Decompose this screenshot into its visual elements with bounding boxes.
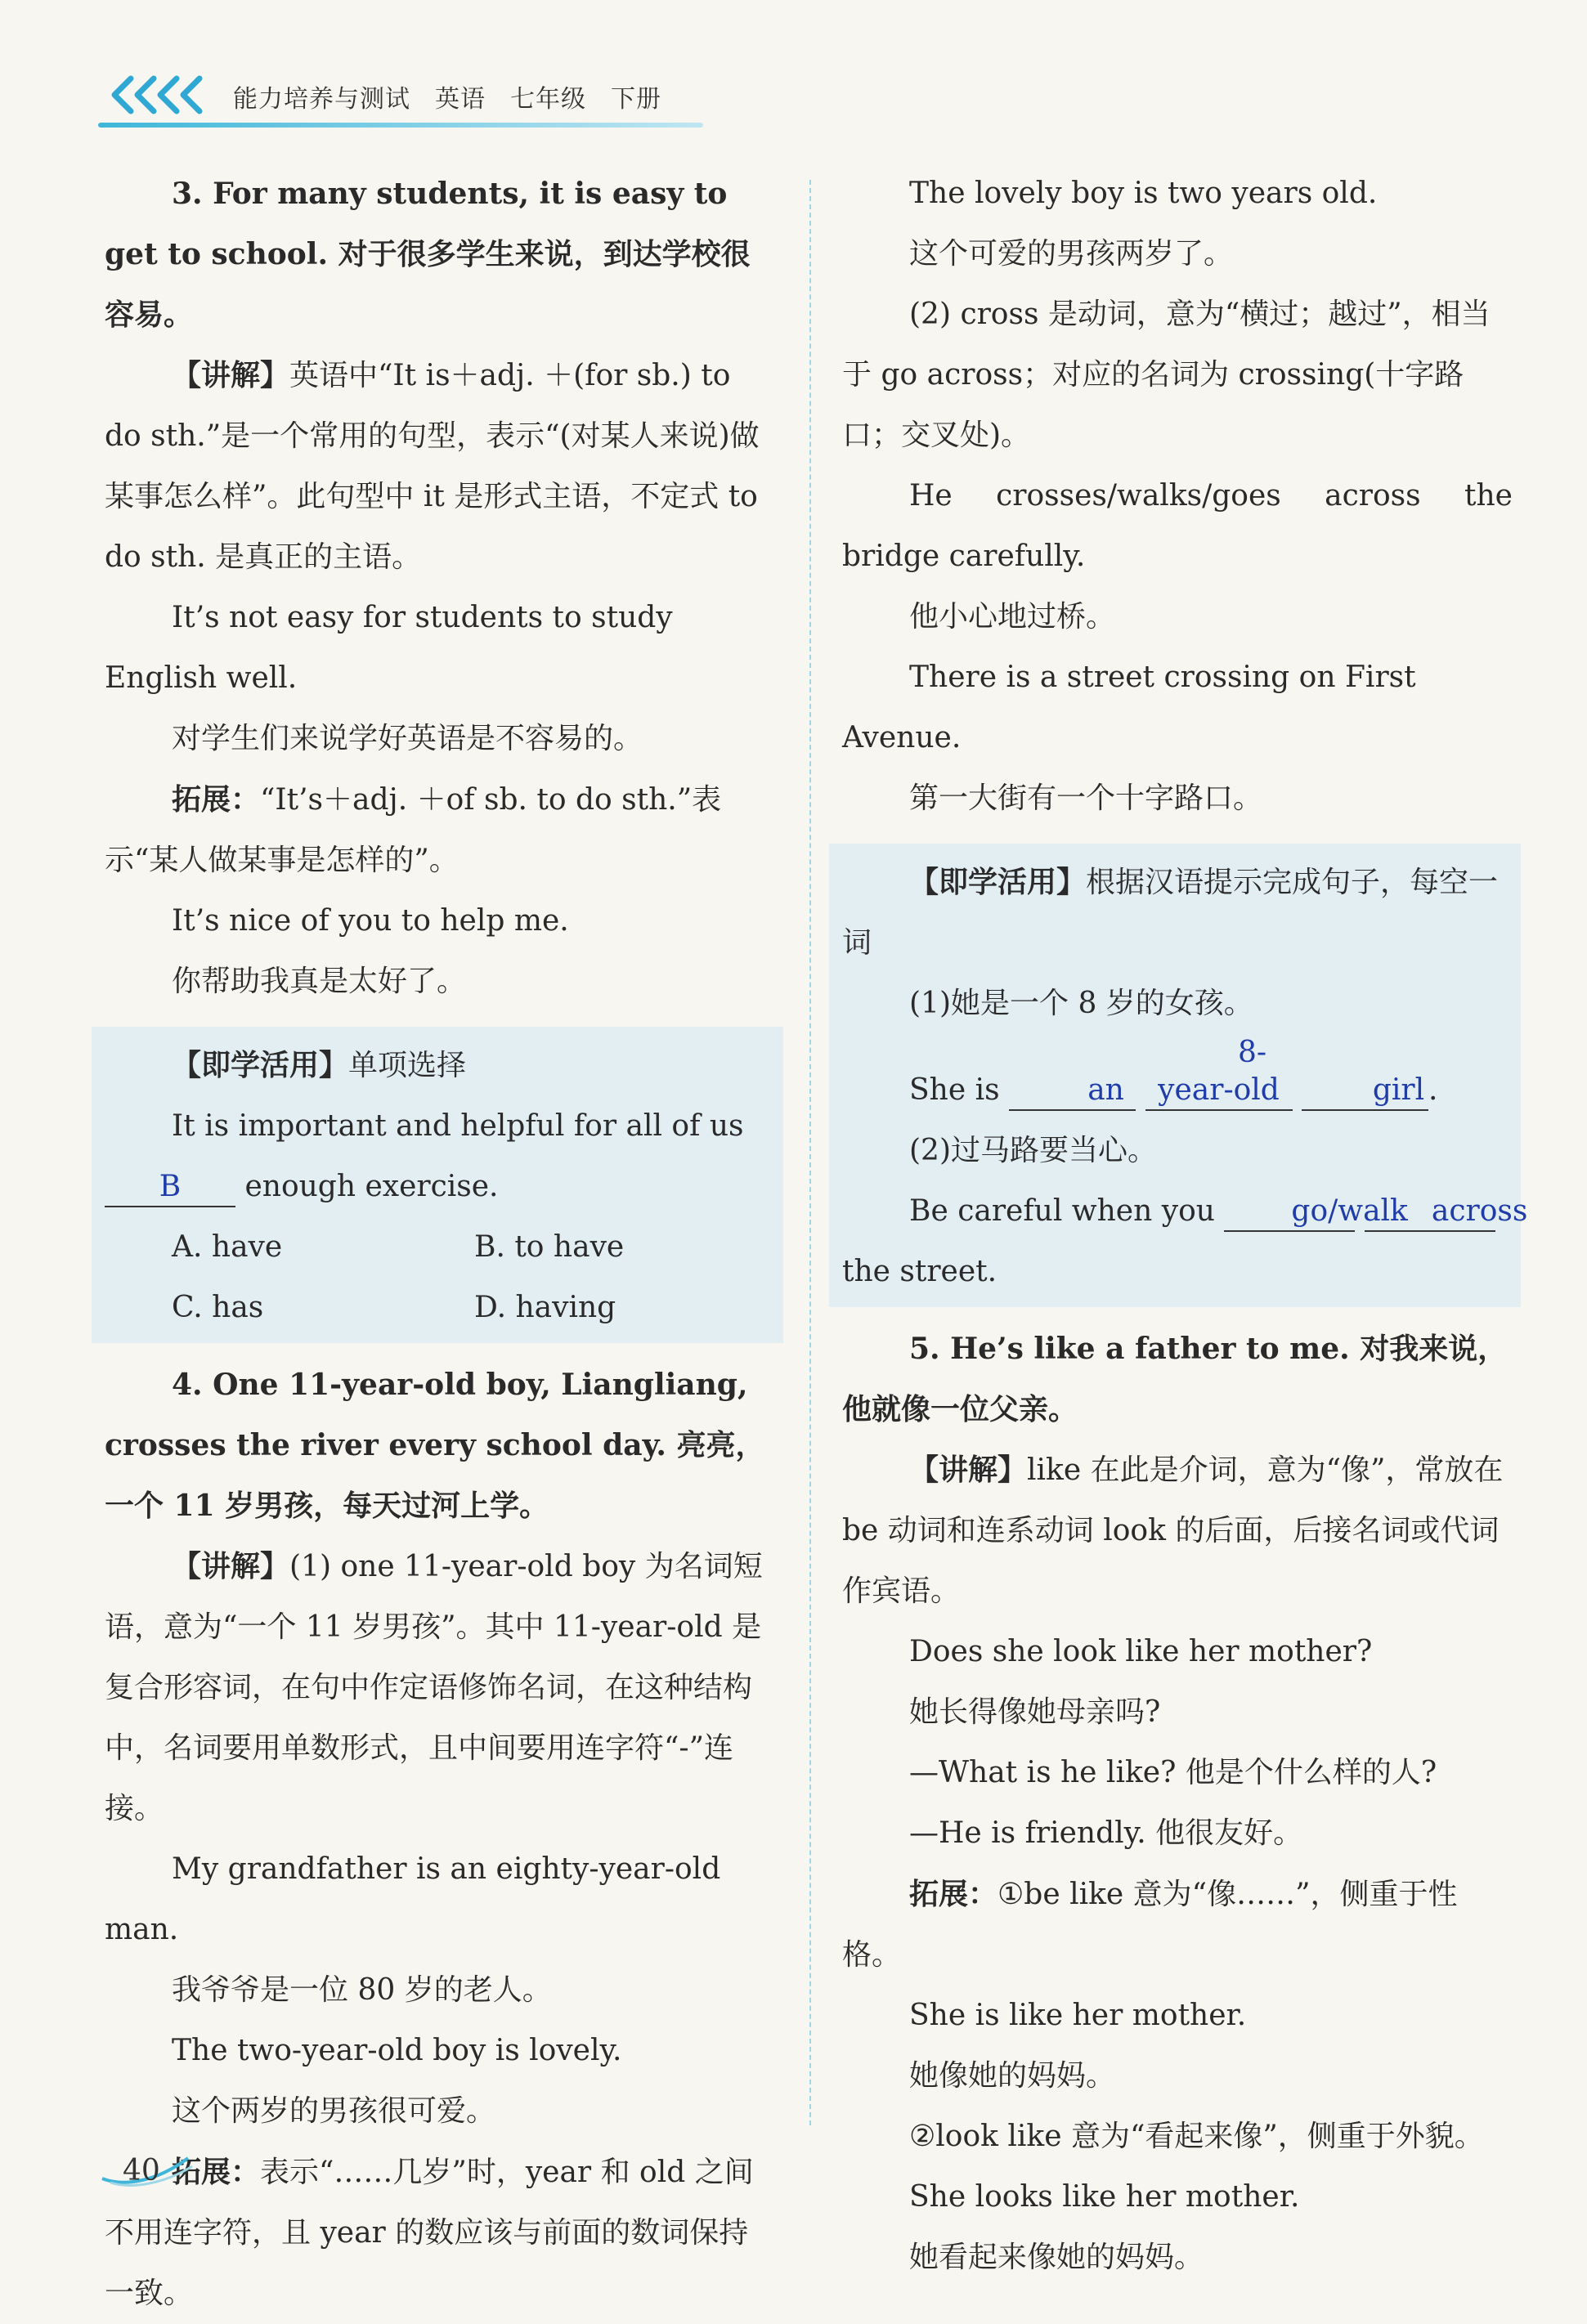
example-en: Does she look like her mother? <box>909 1635 1373 1668</box>
point3-extend-text: “It’s＋adj. ＋of sb. to do sth.”表示“某人做某事是怎样的”。 <box>105 783 722 877</box>
practice-q2-line <box>842 1181 1528 1242</box>
example-cn: 这个可爱的男孩两岁了。 <box>909 237 1234 271</box>
point3-extend <box>105 769 775 891</box>
point5-heading-cn: 对我来说，他就像一位父亲。 <box>842 1332 1508 1426</box>
practice-task: 单项选择 <box>348 1049 467 1082</box>
example-en: It’s nice of you to help me. <box>172 904 569 938</box>
point5-heading-en: 5. He’s like a father to me. <box>909 1332 1350 1366</box>
header-rule <box>98 123 703 128</box>
header-grade: 七年级 <box>510 85 586 114</box>
example-cn: 她长得像她母亲吗? <box>909 1695 1161 1729</box>
example-cn: 她像她的妈妈。 <box>909 2059 1116 2093</box>
answer-blank: an <box>1009 1072 1136 1111</box>
q2-prefix: Be careful when you <box>909 1194 1215 1228</box>
extend-tag: 拓展： <box>909 1877 998 1911</box>
answer-blank: B <box>105 1168 235 1207</box>
example-en: She is like her mother. <box>909 1999 1247 2032</box>
point4-heading <box>105 1355 775 1536</box>
example-en: The lovely boy is two years old. <box>909 177 1378 210</box>
explain-tag: 【讲解】 <box>909 1453 1028 1487</box>
point5-extend-2: ②look like 意为“看起来像”，侧重于外貌。 <box>909 2120 1484 2153</box>
example-cn: 我爷爷是一位 80 岁的老人。 <box>172 1973 552 2007</box>
extend-tag: 拓展： <box>172 782 261 817</box>
point4-explain-text: (1) one 11-year-old boy 为名词短语，意为“一个 11 岁男孩”。其中 11-year-old 是复合形容词，在句中作定语修饰名词，在这种结构中，名词要用单数形式，且中间要用连字符“-”连接。 <box>105 1550 763 1825</box>
option-c: C. has <box>172 1291 264 1324</box>
practice-q1-cn: (1)她是一个 8 岁的女孩。 <box>909 987 1253 1020</box>
header-volume: 下册 <box>611 85 661 114</box>
practice-box-1 <box>92 1027 783 1343</box>
example-dialog: —What is he like? 他是个什么样的人? <box>909 1756 1437 1789</box>
point4-explain-2: (2) cross 是动词，意为“横过；越过”，相当于 go across；对应的名词为 crossing(十字路口；交叉处)。 <box>842 298 1491 452</box>
point5-extend <box>842 1864 1513 1986</box>
answer-blank: 8-year-old <box>1145 1034 1293 1111</box>
q2-suffix: the street. <box>842 1255 997 1288</box>
point3-explain-text: 英语中“It is＋adj. ＋(for sb.) to do sth.”是一个常用的句型，表示“(对某人来说)做某事怎么样”。此句型中 it 是形式主语，不定式 to do sth. 是真正的主语。 <box>105 359 760 574</box>
point5-extend-1: ①be like 意为“像……”，侧重于性格。 <box>842 1878 1458 1972</box>
header-series: 能力培养与测试 <box>233 85 410 114</box>
right-column <box>842 163 1528 2288</box>
example-cn: 第一大街有一个十字路口。 <box>909 781 1263 815</box>
point4-extend <box>105 2142 775 2324</box>
point5-heading <box>842 1319 1513 1440</box>
practice-q1-line: She is an 8-year-old girl . <box>842 1034 1513 1121</box>
answer-blank: go/walk <box>1224 1193 1355 1232</box>
practice-question: It is important and helpful for all of us <box>172 1109 744 1143</box>
left-column <box>105 163 775 2324</box>
header-subject: 英语 <box>435 85 486 114</box>
extend-tag: 拓展： <box>172 2155 261 2189</box>
q1-prefix: She is <box>909 1073 1000 1107</box>
explain-tag: 【讲解】 <box>172 1549 290 1583</box>
page-header <box>98 70 720 136</box>
chevrons-icon <box>106 70 221 119</box>
practice-answer-line <box>105 1157 775 1217</box>
example-en: He crosses/walks/goes across the bridge carefully. <box>842 479 1513 573</box>
point4-heading-en: 4. One 11-year-old boy, Liangliang, crosses the river every school day. <box>105 1368 748 1462</box>
option-a: A. have <box>172 1230 283 1264</box>
example-en: She looks like her mother. <box>909 2180 1300 2214</box>
example-cn: 这个两岁的男孩很可爱。 <box>172 2094 496 2128</box>
answer-blank: girl <box>1302 1072 1428 1111</box>
example-cn: 对学生们来说学好英语是不容易的。 <box>172 722 643 755</box>
example-dialog: —He is friendly. 他很友好。 <box>909 1816 1303 1850</box>
example-cn: 她看起来像她的妈妈。 <box>909 2241 1204 2274</box>
answer-blank: across <box>1365 1193 1495 1232</box>
options-row-1 <box>105 1217 775 1278</box>
point4-explain <box>105 1536 775 1839</box>
page-number: 40 <box>123 2154 160 2187</box>
practice-title <box>842 852 1513 974</box>
practice-tag: 【即学活用】 <box>909 865 1087 899</box>
point3-heading-en: 3. For many students, it is easy to get to school. <box>105 177 728 271</box>
practice-question-end: enough exercise. <box>244 1170 499 1203</box>
example-en: My grandfather is an eighty-year-old man. <box>105 1852 721 1946</box>
example-cn: 你帮助我真是太好了。 <box>172 965 467 998</box>
point3-heading-cn: 对于很多学生来说，到达学校很容易。 <box>105 237 751 332</box>
example-cn: 他小心地过桥。 <box>909 600 1116 634</box>
options-row-2 <box>105 1278 775 1338</box>
practice-title <box>105 1035 775 1096</box>
point5-explain <box>842 1440 1513 1622</box>
practice-task: 根据汉语提示完成句子，每空一词 <box>842 866 1499 960</box>
point3-heading <box>105 163 775 345</box>
point5-explain-text: like 在此是介词，意为“像”，常放在 be 动词和连系动词 look 的后面，后接名词或代词作宾语。 <box>842 1453 1504 1608</box>
option-d: D. having <box>474 1291 616 1324</box>
point3-explain <box>105 345 775 588</box>
point4-extend-text: 表示“……几岁”时，year 和 old 之间不用连字符，且 year 的数应该与前面的数词保持一致。 <box>105 2156 754 2310</box>
point4-heading-cn: 亮亮，一个 11 岁男孩，每天过河上学。 <box>105 1428 765 1523</box>
explain-tag: 【讲解】 <box>172 358 290 392</box>
practice-q2-cn: (2)过马路要当心。 <box>909 1134 1157 1167</box>
header-text <box>233 78 686 114</box>
practice-box-2 <box>829 844 1528 1307</box>
example-en: There is a street crossing on First Avenue. <box>842 660 1416 755</box>
example-en: The two-year-old boy is lovely. <box>172 2034 622 2067</box>
practice-tag: 【即学活用】 <box>172 1048 349 1082</box>
example-en: It’s not easy for students to study English well. <box>105 601 673 695</box>
option-b: B. to have <box>474 1230 625 1264</box>
column-divider <box>809 180 811 2125</box>
